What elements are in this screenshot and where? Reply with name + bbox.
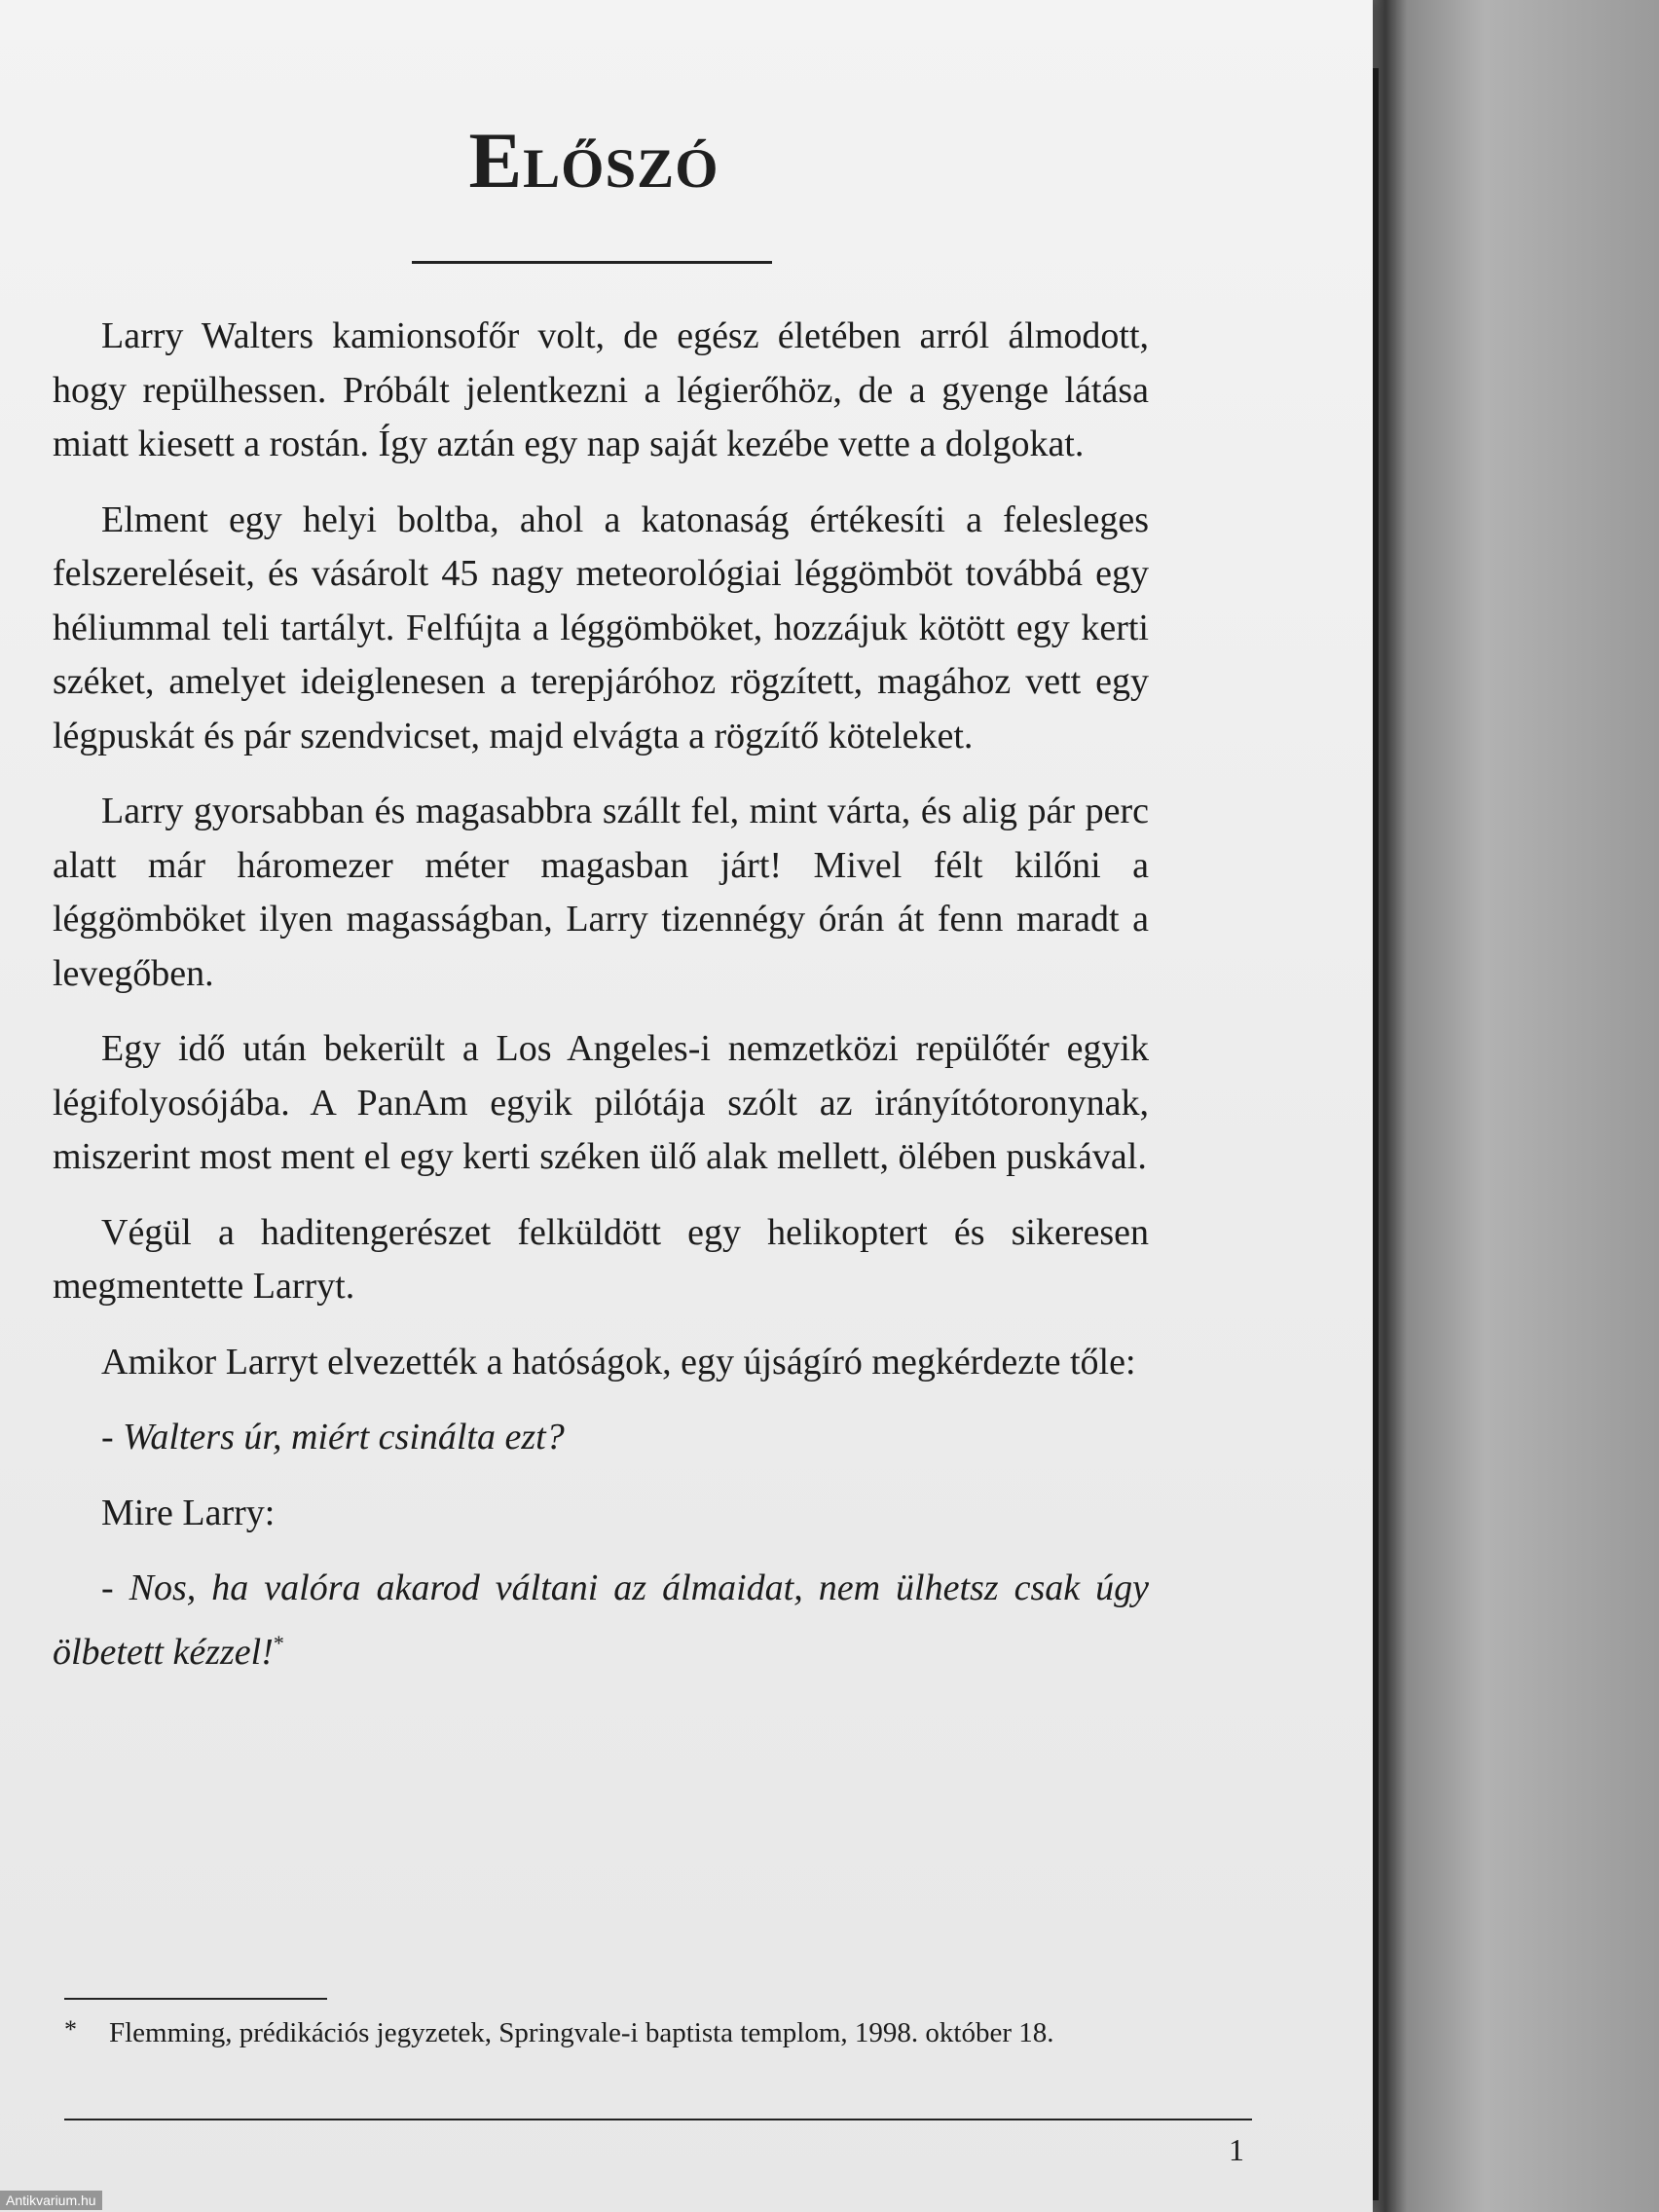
title-divider: [412, 261, 772, 264]
page-title: Előszó: [468, 116, 719, 204]
dialogue-answer: [53, 1562, 1149, 1679]
footnote-divider: [64, 1998, 327, 2000]
paragraph: Végül a haditengerészet felküldött egy helikoptert és sikeresen megmentette Larryt.: [53, 1211, 1149, 1307]
footer-divider: [64, 2119, 1252, 2120]
paragraph: Larry gyorsabban és magasabbra szállt fel, mint várta, és alig pár perc alatt már háromezer méter magasban járt! Mivel félt kilőni a léggömböket ilyen magasságban, Larry tizennégy órán át fenn maradt a levegőben.: [53, 791, 1149, 994]
binding-shadow-line: [1373, 68, 1379, 2200]
watermark: Antikvarium.hu: [0, 2191, 102, 2210]
page-number: 1: [1229, 2132, 1244, 2167]
dialogue-question: - Walters úr, miért csinálta ezt?: [101, 1417, 565, 1457]
paragraph: Egy idő után bekerült a Los Angeles-i nemzetközi repülőtér egyik légifolyosójába. A PanAm egyik pilótája szólt az irányítótoronynak, miszerint most ment el egy kerti széken ülő alak mellett, ölében puskával.: [53, 1028, 1149, 1177]
footnote: [64, 2008, 1164, 2055]
dialogue-intro: Mire Larry:: [101, 1492, 276, 1533]
body-text: [53, 310, 1149, 1701]
footnote-text: Flemming, prédikációs jegyzetek, Springvale-i baptista templom, 1998. október 18.: [109, 2017, 1054, 2048]
paragraph: Elment egy helyi boltba, ahol a katonaság értékesíti a felesleges felszereléseit, és vásárolt 45 nagy meteorológiai léggömböt továbbá egy héliummal teli tartályt. Felfújta a léggömböket, hozzájuk kötött egy kerti széket, amelyet ideiglenesen a terepjáróhoz rögzített, magához vett egy légpuskát és pár szendvicset, majd elvágta a rögzítő köteleket.: [53, 498, 1149, 756]
paragraph: Larry Walters kamionsofőr volt, de egész életében arról álmodott, hogy repülhessen. Próbált jelentkezni a légierőhöz, de a gyenge látása miatt kiesett a rostán. Így aztán egy nap saját kezébe vette a dolgokat.: [53, 315, 1149, 464]
footnote-reference: *: [273, 1630, 284, 1655]
footnote-marker: *: [64, 2015, 77, 2044]
paragraph: Amikor Larryt elvezették a hatóságok, egy újságíró megkérdezte tőle:: [101, 1341, 1136, 1382]
adjacent-page-edge: [1368, 0, 1659, 2212]
dialogue-answer-text: - Nos, ha valóra akarod váltani az álmaidat, nem ülhetsz csak úgy ölbetett kézzel!: [53, 1567, 1149, 1673]
